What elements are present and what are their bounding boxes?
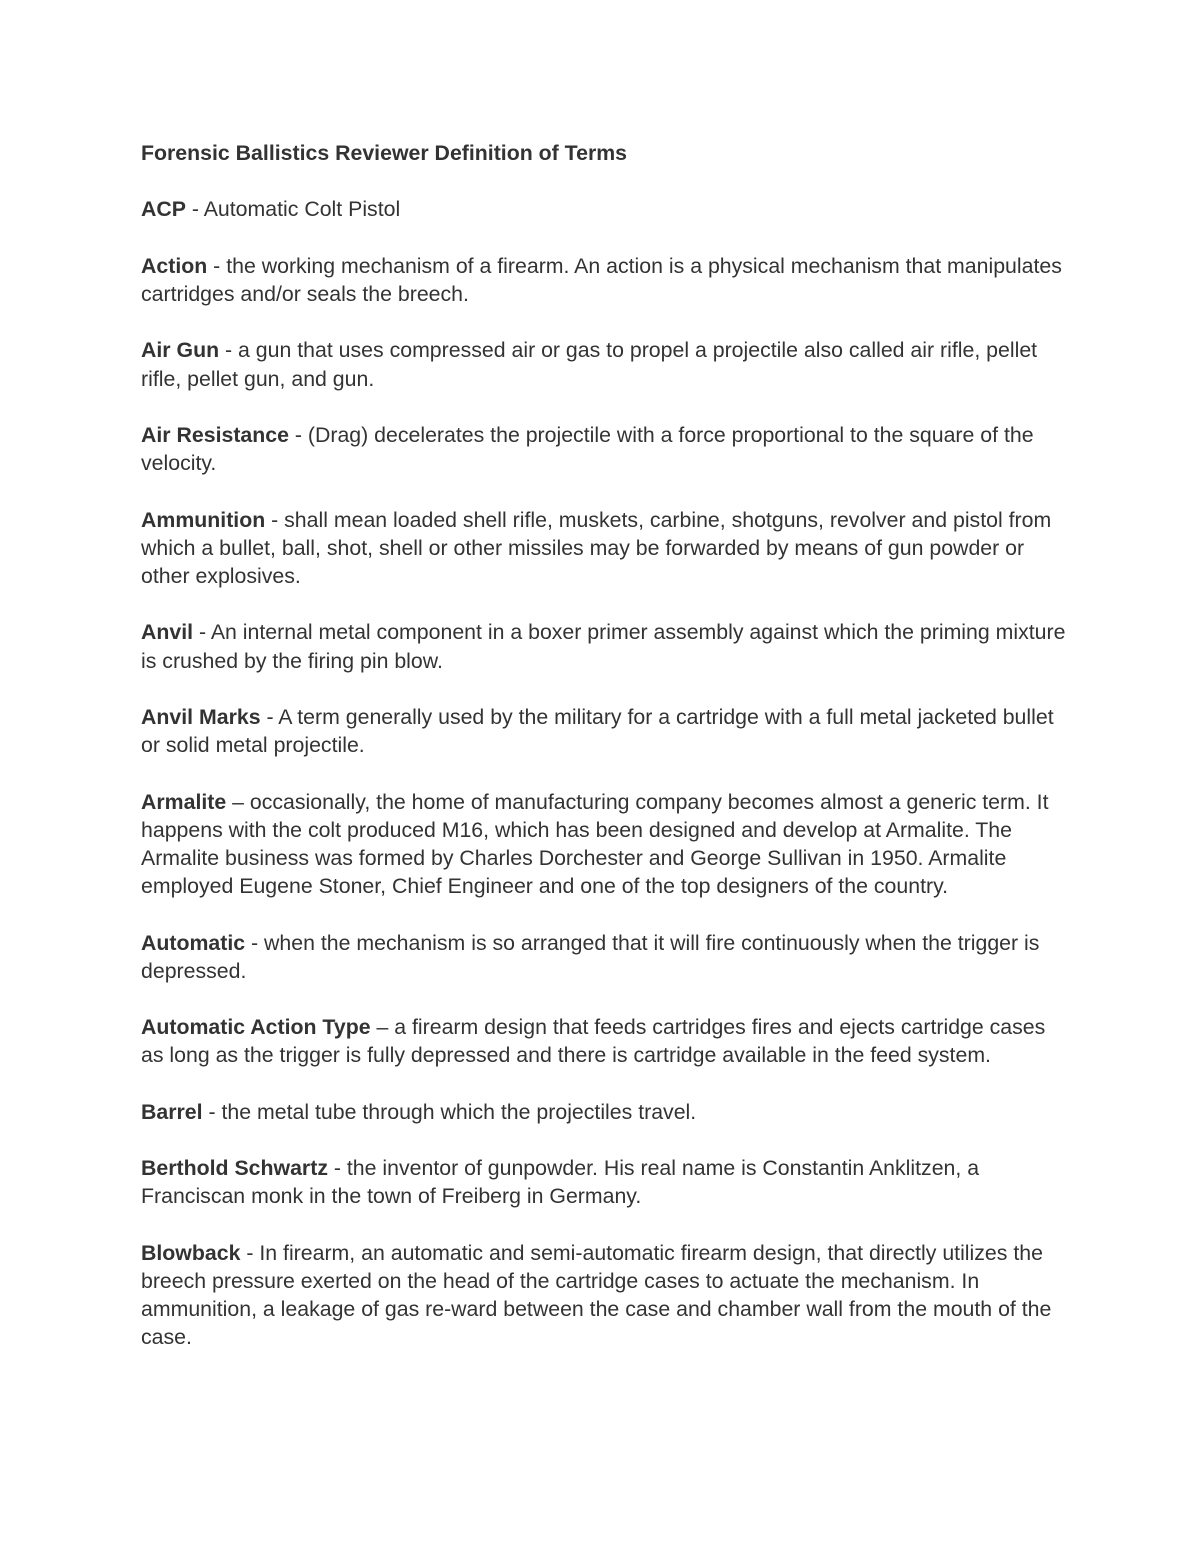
glossary-entry-action [141,252,1066,308]
term-definition: - (Drag) decelerates the projectile with a force proportional to the square of the velocity. [141,422,1034,476]
term-label: Air Gun [141,338,220,363]
term-label: Barrel [141,1099,203,1124]
term-definition: - shall mean loaded shell rifle, muskets, carbine, shotguns, revolver and pistol from which a bullet, ball, shot, shell or other missiles may be forwarded by means of gun powder or other explosives. [141,507,1052,588]
term-definition: - the inventor of gunpowder. His real name is Constantin Anklitzen, a Franciscan monk in the town of Freiberg in Germany. [141,1156,980,1209]
term-label: Anvil [141,620,194,645]
glossary-entry-automatic-action-type [141,1013,1066,1069]
term-definition: - A term generally used by the military for a cartridge with a full metal jacketed bullet or solid metal projectile. [141,704,1054,758]
term-label: Berthold Schwartz [141,1156,328,1181]
term-definition: - the metal tube through which the projectiles travel. [202,1099,697,1124]
glossary-entry-berthold-schwartz [141,1154,1066,1210]
term-definition: – occasionally, the home of manufacturing company becomes almost a generic term. It happens with the colt produced M16, which has been designed and develop at Armalite. The Armalite business was formed by Charles Dorchester and George Sullivan in 1950. Armalite employed Eugene Stoner, Chief Engineer and one of the top designers of the country. [141,789,1049,899]
term-label: Action [141,253,208,278]
glossary-entry-air-resistance [141,421,1066,477]
glossary-entry-acp [141,195,1066,223]
document-page [141,139,1066,1380]
term-label: Automatic [141,930,246,955]
term-label: Blowback [141,1240,241,1265]
term-definition: - An internal metal component in a boxer primer assembly against which the priming mixture is crushed by the firing pin blow. [141,620,1066,673]
term-definition: - the working mechanism of a firearm. An action is a physical mechanism that manipulates cartridges and/or seals the breech. [141,253,1062,306]
term-definition: - when the mechanism is so arranged that it will fire continuously when the trigger is depressed. [141,930,1040,983]
document-title: Forensic Ballistics Reviewer Definition of Terms [141,141,628,165]
glossary-entry-ammunition [141,506,1066,591]
glossary-entry-blowback [141,1239,1066,1352]
glossary-entry-armalite [141,788,1066,901]
term-label: Air Resistance [141,422,289,447]
glossary-entry-anvil-marks [141,703,1066,759]
term-label: Ammunition [141,507,266,532]
term-definition: - a gun that uses compressed air or gas to propel a projectile also called air rifle, pellet rifle, pellet gun, and gun. [141,338,1038,391]
glossary-entry-barrel [141,1098,1066,1126]
glossary-entry-air-gun [141,336,1066,392]
term-label: Automatic Action Type [141,1015,371,1040]
term-label: ACP [141,197,186,222]
glossary-entry-automatic [141,929,1066,985]
term-label: Armalite [141,789,227,814]
term-definition: - In firearm, an automatic and semi-automatic firearm design, that directly utilizes the breech pressure exerted on the head of the cartridge cases to actuate the mechanism. In ammunition, a leakage of gas re-ward between the case and chamber wall from the mouth of the case. [141,1240,1052,1350]
glossary-entry-anvil [141,618,1066,674]
term-definition: – a firearm design that feeds cartridges fires and ejects cartridge cases as long as the trigger is fully depressed and there is cartridge available in the feed system. [141,1015,1046,1068]
term-label: Anvil Marks [141,704,261,729]
term-definition: - Automatic Colt Pistol [185,197,401,222]
